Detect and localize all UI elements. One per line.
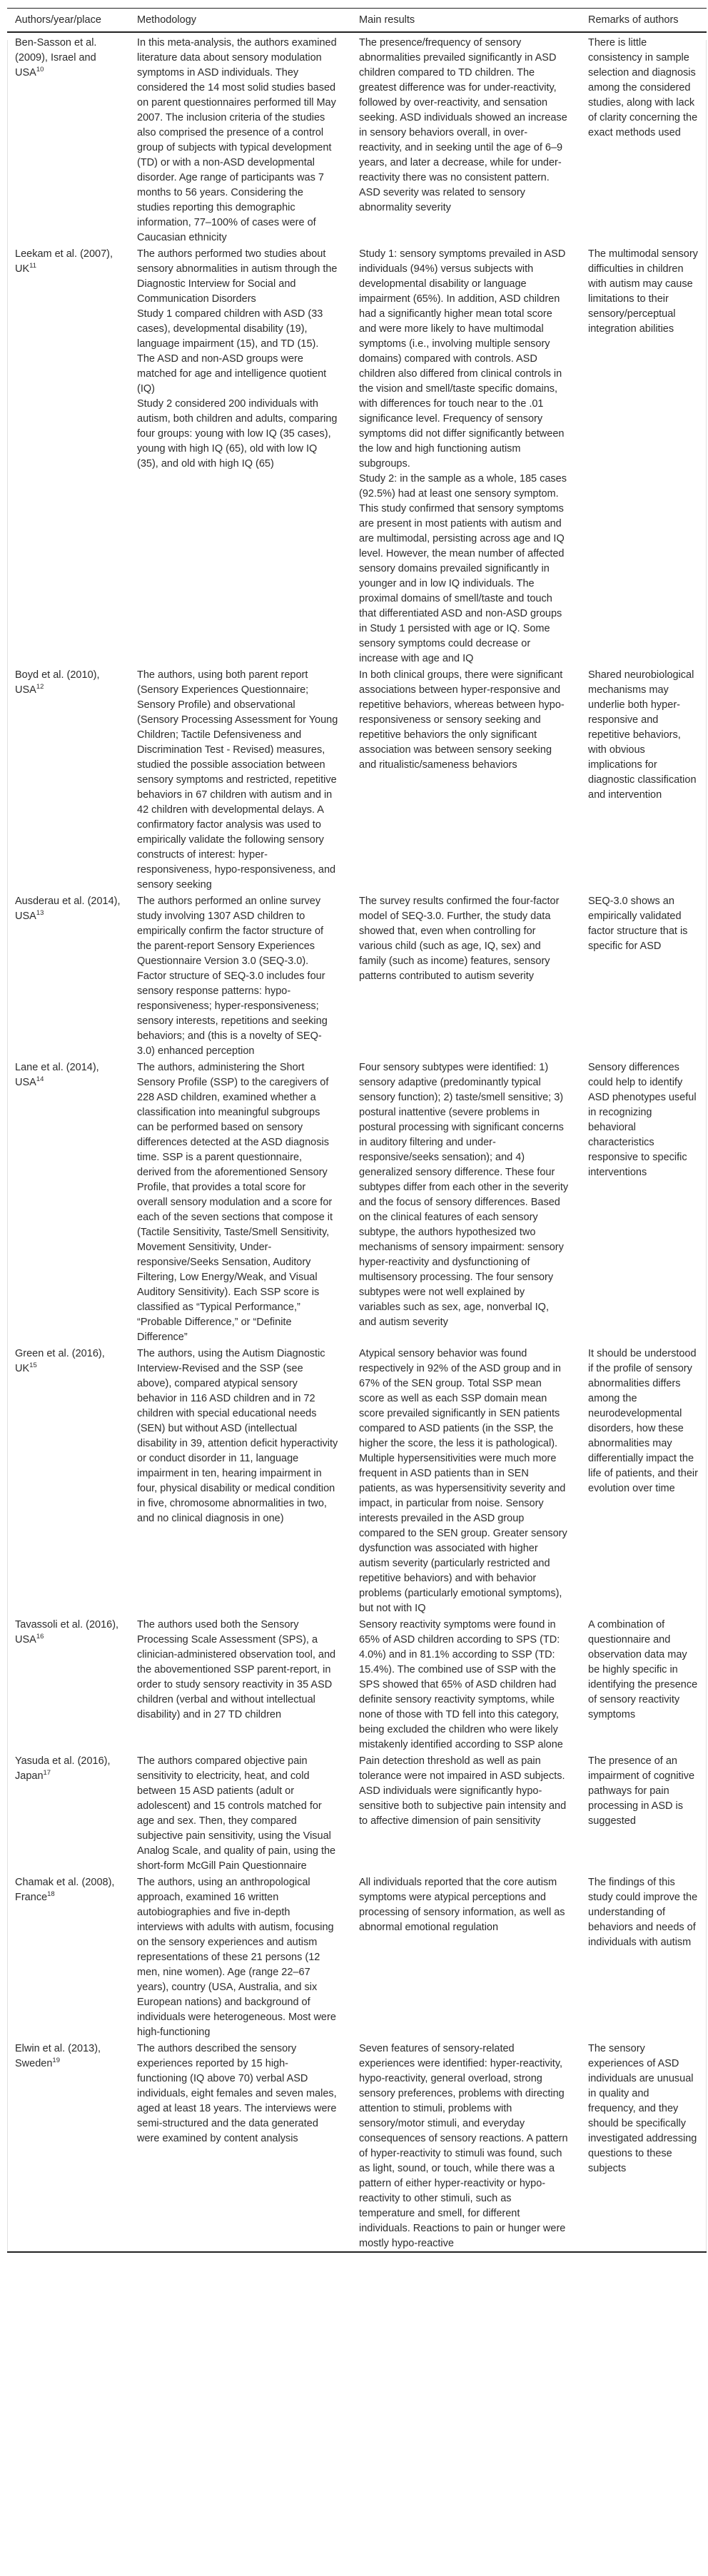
reference-number: 16	[36, 1633, 44, 1641]
table-row	[7, 1753, 707, 1874]
table-row	[7, 666, 707, 893]
authors-cell	[7, 245, 129, 666]
table-row	[7, 1059, 707, 1345]
methodology-cell: The authors used both the Sensory Processing Scale Assessment (SPS), a clinician-administered observation tool, and the abovementioned SSP parent-report, in order to study sensory reactivity in 35 ASD children (verbal and without intellectual disability) and in 27 TD children	[137, 1619, 336, 1720]
methodology-cell: The authors, administering the Short Sensory Profile (SSP) to the caregivers of 228 ASD children, examined whether a classification into meaningful subgroups can be performed based on sensory differences detected at the ASD diagnosis time. SSP is a parent questionnaire, derived from the aforementioned Sensory Profile, that provides a total score for overall sensory modulation and a score for each of the seven sections that compose it (Tactile Sensitivity, Taste/Smell Sensitivity, Movement Sensitivity, Under-responsive/Seeks Sensation, Auditory Filtering, Low Energy/Weak, and Visual Auditory Sensitivity). Each SSP score is classified as “Typical Performance,” “Probable Difference,” or “Definite Difference”	[137, 1062, 333, 1343]
reference-number: 13	[36, 909, 44, 917]
table-row	[7, 1616, 707, 1753]
main-results-cell: In both clinical groups, there were significant associations between hyper-responsive and repetitive behaviors, whereas between hypo-responsiveness or sensory seeking and repetitive behaviors the only significant association was between sensory seeking and ritualistic/sameness behaviors	[359, 669, 565, 771]
header-methodology: Methodology	[137, 14, 197, 26]
reference-number: 14	[36, 1075, 44, 1083]
table-row	[7, 1874, 707, 2040]
remarks-cell: There is little consistency in sample selection and diagnosis among the considered studies, along with lack of clarity concerning the exact methods used	[588, 37, 698, 138]
studies-table	[7, 8, 707, 2253]
authors-cell	[7, 893, 129, 1059]
methodology-cell: The authors, using the Autism Diagnostic Interview-Revised and the SSP (see above), compared atypical sensory behavior in 116 ASD children and in 72 children with special educational needs (SEN) but without ASD (intellectual disability in 39, attention deficit hyperactivity or conduct disorder in 11, language impairment in ten, hearing impairment in four, physical disability or medical condition in five, chromosome abnormalities in two, and no clinical diagnosis in one)	[137, 1348, 338, 1524]
main-results-cell: Seven features of sensory-related experiences were identified: hyper-reactivity, hypo-reactivity, general overload, strong sensory preferences, problems with directing attention to stimuli, problems with sensory/motor stimuli, and everyday consequences of sensory reactions. A pattern of hyper-reactivity to stimuli was found, such as light, sound, or touch, while there was a pattern of either hyper-reactivity or hypo-reactivity to other stimuli, such as temperature and smell, for different individuals. Reactions to pain or hunger were mostly hypo-reactive	[359, 2043, 568, 2249]
authors-text: Ben-Sasson et al. (2009), Israel and USA	[15, 37, 97, 78]
remarks-cell: SEQ-3.0 shows an empirically validated factor structure that is specific for ASD	[588, 896, 688, 952]
remarks-cell: The presence of an impairment of cognitive pathways for pain processing in ASD is suggested	[588, 1755, 695, 1827]
authors-cell	[7, 1059, 129, 1345]
table-row	[7, 893, 707, 1059]
remarks-cell: A combination of questionnaire and observation data may be highly specific in identifying the presence of sensory reactivity symptoms	[588, 1619, 698, 1720]
methodology-cell: The authors described the sensory experiences reported by 15 high-functioning (IQ above 70) verbal ASD individuals, eight females and seven males, aged at least 18 years. The interviews were semi-structured and the data generated were examined by content analysis	[137, 2043, 337, 2144]
remarks-cell: The findings of this study could improve the understanding of behaviors and needs of individuals with autism	[588, 1877, 698, 1948]
methodology-cell: The authors, using both parent report (Sensory Experiences Questionnaire; Sensory Profile) and observational (Sensory Processing Assessment for Young Children; Tactile Defensiveness and Discrimination Test - Revised) measures, studied the possible association between sensory symptoms and restricted, repetitive behaviors in 67 children with autism and in 42 children with developmental delays. A confirmatory factor analysis was used to empirically validate the following sensory constructs of interest: hyper-responsiveness, hypo-responsiveness, and sensory seeking	[137, 669, 338, 891]
methodology-cell: The authors, using an anthropological approach, examined 16 written autobiographies and five in-depth interviews with adults with autism, focusing on the sensory experiences and autism representations of these 21 persons (12 men, nine women). Age (range 22–67 years), country (USA, Australia, and six European nations) and background of individuals were heterogeneous. Most were high-functioning	[137, 1877, 336, 2038]
authors-text: Ausderau et al. (2014), USA	[15, 896, 121, 922]
authors-text: Green et al. (2016), UK	[15, 1348, 105, 1374]
methodology-cell: The authors performed an online survey study involving 1307 ASD children to empirically confirm the factor structure of the parent-report Sensory Experiences Questionnaire Version 3.0 (SEQ-3.0). Factor structure of SEQ-3.0 includes four sensory response patterns: hypo-responsiveness; hyper-responsiveness; sensory interests, repetitions and seeking behaviors; and (this is a novelty of SEQ-3.0) enhanced perception	[137, 896, 328, 1057]
main-results-cell: Four sensory subtypes were identified: 1) sensory adaptive (predominantly typical sensory function); 2) taste/smell sensitive; 3) postural inattentive (severe problems in postural processing with significant concerns in auditory filtering and under-responsive/seeks sensation); and 4) generalized sensory difference. These four subtypes differ from each other in the severity and the focus of sensory differences. Based on the clinical features of each sensory subtype, the authors hypothesized two mechanisms of sensory impairment: sensory hyper-reactivity and dysfunctioning of multisensory processing. The four sensory subtypes were not well explained by variables such as sex, age, nonverbal IQ, and autism severity	[359, 1062, 569, 1328]
table-row	[7, 2040, 707, 2251]
main-results-cell: Study 1: sensory symptoms prevailed in ASD individuals (94%) versus subjects with developmental disability or language impairment (65%). In addition, ASD children had a significantly higher mean total score and were more likely to have multimodal symptoms (i.e., involving multiple sensory domains) compared with controls. ASD children also differed from clinical controls in the vision and smell/taste specific domains, with differences for touch near to the .01 significance level. Frequency of sensory symptoms did not differ significantly between the low and high functioning autism subgroups. Study 2: in the sample as a whole, 185 cases (92.5%) had at least one sensory symptom. This study confirmed that sensory symptoms are present in most patients with autism and are multimodal, persisting across age and IQ level. However, the mean number of affected sensory domains prevailed significantly in younger and in low IQ individuals. The proximal domains of smell/taste and touch that differentiated ASD and non-ASD groups in Study 1 persisted with age or IQ. Some sensory symptoms could decrease or increase with age and IQ	[359, 248, 567, 664]
authors-text: Lane et al. (2014), USA	[15, 1062, 99, 1088]
main-results-cell: Sensory reactivity symptoms were found in 65% of ASD children according to SPS (TD: 4.0%) and in 81.1% according to SSP (TD: 15.4%). The combined use of SSP with the SPS showed that 65% of ASD children had definite sensory reactivity symptoms, while none of those with TD fell into this category, being excluded the children who were likely mistakenly identified according to SSP alone	[359, 1619, 563, 1750]
main-results-cell: Pain detection threshold as well as pain tolerance were not impaired in ASD subjects. ASD individuals were significantly hypo-sensitive both to subjective pain intensity and to affective dimension of pain sensitivity	[359, 1755, 567, 1827]
main-results-cell: The survey results confirmed the four-factor model of SEQ-3.0. Further, the study data showed that, even when controlling for various child (such as age, IQ, sex) and family (such as income) features, sensory patterns contributed to autism severity	[359, 896, 560, 982]
reference-number: 19	[52, 2057, 60, 2064]
authors-cell	[7, 33, 129, 245]
authors-text: Tavassoli et al. (2016), USA	[15, 1619, 119, 1646]
authors-cell	[7, 2040, 129, 2251]
reference-number: 11	[29, 262, 37, 270]
remarks-cell: The multimodal sensory difficulties in children with autism may cause limitations to their sensory/perceptual integration abilities	[588, 248, 698, 335]
table-row	[7, 33, 707, 245]
authors-text: Yasuda et al. (2016), Japan	[15, 1755, 111, 1782]
main-results-cell: All individuals reported that the core autism symptoms were atypical perceptions and processing of sensory information, as well as abnormal emotional regulation	[359, 1877, 565, 1933]
table-header	[7, 9, 707, 33]
remarks-cell: It should be understood if the profile of sensory abnormalities differs among the neurodevelopmental disorders, how these abnormalities may differentially impact the life of patients, and their evolution over time	[588, 1348, 698, 1494]
methodology-cell: The authors compared objective pain sensitivity to electricity, heat, and cold between 15 ASD patients (adult or adolescent) and 15 controls matched for age and sex. Then, they compared subjective pain sensitivity, using the Visual Analog Scale, and quality of pain, using the short-form McGill Pain Questionnaire	[137, 1755, 336, 1872]
main-results-cell: The presence/frequency of sensory abnormalities prevailed significantly in ASD children compared to TD children. The greatest difference was for under-reactivity, followed by over-reactivity, and sensation seeking. ASD individuals showed an increase in sensory behaviors overall, in over-reactivity, and in seeking until the age of 6–9 years, and later a decrease, while for under-reactivity there was no consistent pattern. ASD severity was related to sensory abnormality severity	[359, 37, 567, 213]
table-body	[7, 33, 707, 2251]
table-row	[7, 1345, 707, 1616]
reference-number: 18	[47, 1890, 55, 1898]
reference-number: 10	[36, 66, 44, 73]
methodology-cell: The authors performed two studies about sensory abnormalities in autism through the Diagnostic Interview for Social and Communication Disorders Study 1 compared children with ASD (33 cases), developmental disability (19), language impairment (15), and TD (15). The ASD and non-ASD groups were matched for age and intelligence quotient (IQ) Study 2 considered 200 individuals with autism, both children and adults, comparing four groups: young with low IQ (35 cases), young with high IQ (65), old with low IQ (35), and old with high IQ (65)	[137, 248, 338, 470]
remarks-cell: The sensory experiences of ASD individuals are unusual in quality and frequency, and they should be specifically investigated addressing questions to these subjects	[588, 2043, 697, 2174]
authors-cell	[7, 1753, 129, 1874]
table-row	[7, 245, 707, 666]
remarks-cell: Sensory differences could help to identify ASD phenotypes useful in recognizing behavioral characteristics responsive to specific interventions	[588, 1062, 697, 1178]
reference-number: 15	[29, 1361, 37, 1369]
header-authors: Authors/year/place	[15, 14, 101, 26]
authors-text: Leekam et al. (2007), UK	[15, 248, 113, 275]
authors-cell	[7, 666, 129, 893]
authors-cell	[7, 1345, 129, 1616]
reference-number: 12	[36, 683, 44, 691]
header-main-results: Main results	[359, 14, 415, 26]
authors-text: Chamak et al. (2008), France	[15, 1877, 115, 1903]
authors-text: Elwin et al. (2013), Sweden	[15, 2043, 101, 2069]
authors-text: Boyd et al. (2010), USA	[15, 669, 100, 696]
authors-cell	[7, 1874, 129, 2040]
methodology-cell: In this meta-analysis, the authors examined literature data about sensory modulation symptoms in ASD individuals. They considered the 14 most solid studies based on parent questionnaires performed till May 2007. The inclusion criteria of the studies also comprised the presence of a control group of subjects with typical development (TD) or with a non-ASD developmental disorder. Age range of participants was 7 months to 56 years. Considering the studies reporting this demographic information, 77–100% of cases were of Caucasian ethnicity	[137, 37, 337, 243]
header-remarks: Remarks of authors	[588, 14, 679, 26]
reference-number: 17	[43, 1769, 51, 1777]
authors-cell	[7, 1616, 129, 1753]
main-results-cell: Atypical sensory behavior was found respectively in 92% of the ASD group and in 67% of the SEN group. Total SSP mean score as well as each SSP domain mean score prevailed significantly in SEN patients compared to ASD patients (in the SSP, the higher the score, the less it is pathological). Multiple hypersensitivities were much more frequent in ASD patients than in SEN patients, as was hypersensitivity severity and impact, in particular from noise. Sensory interests prevailed in the ASD group compared to the SEN group. Greater sensory dysfunction was associated with higher autism severity (particularly restricted and repetitive behaviors) and with behavior problems (particularly emotional symptoms), but not with IQ	[359, 1348, 567, 1614]
remarks-cell: Shared neurobiological mechanisms may underlie both hyper-responsive and repetitive behaviors, with obvious implications for diagnostic classification and intervention	[588, 669, 697, 801]
